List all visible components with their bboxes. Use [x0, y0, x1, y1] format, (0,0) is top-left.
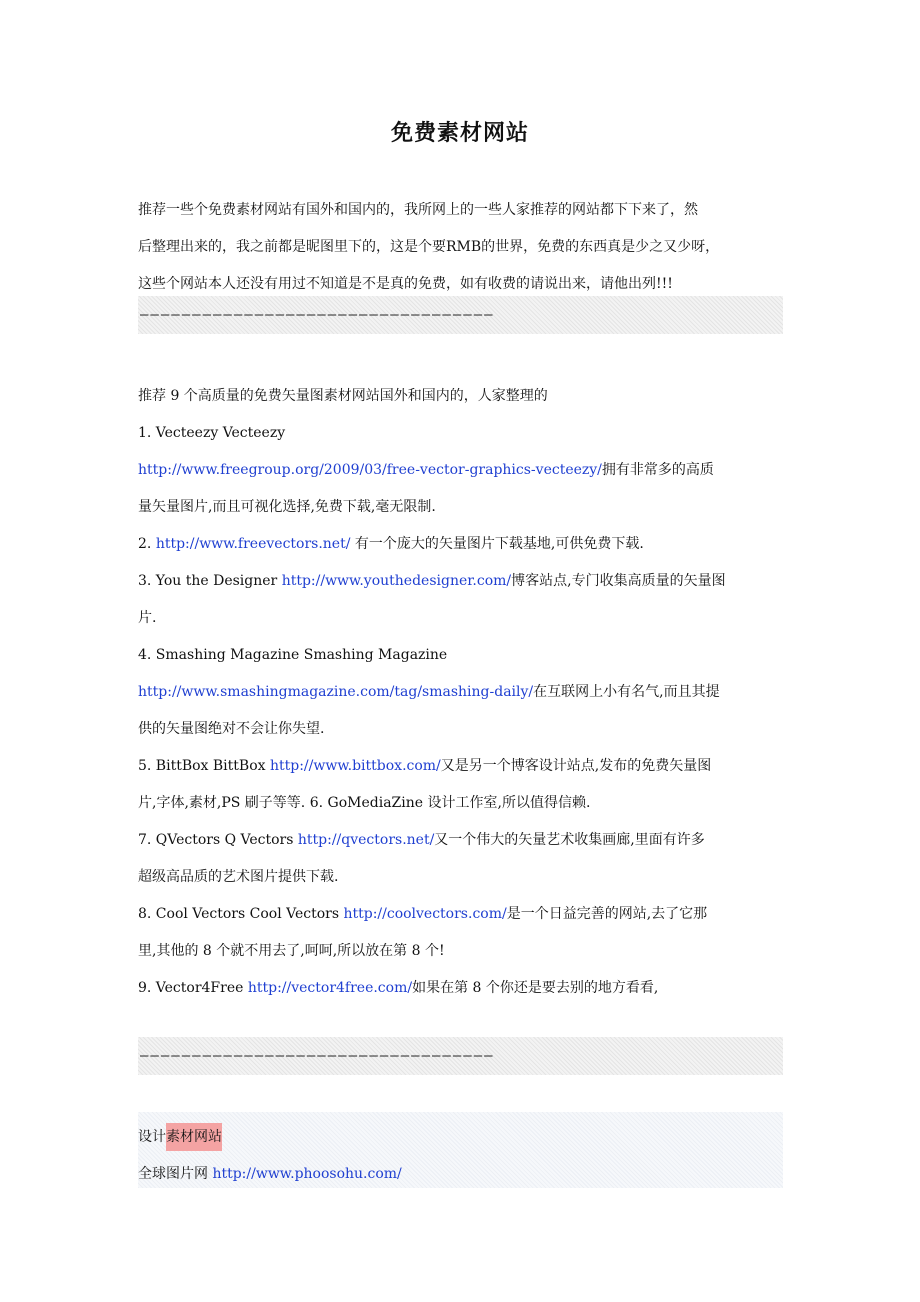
- bittbox-link[interactable]: http://www.bittbox.com/: [269, 758, 441, 774]
- vecteezy-link[interactable]: http://www.freegroup.org/2009/03/free-vector-graphics-vecteezy/: [138, 462, 602, 478]
- list-item-1-desc: 拥有非常多的高质: [601, 462, 714, 478]
- list-item-2-prefix: 2.: [138, 536, 156, 552]
- section-2-heading: [138, 1127, 222, 1147]
- list-item-2: [138, 534, 644, 554]
- list-item-7-line-1: [138, 830, 705, 850]
- phoosohu-link[interactable]: http://www.phoosohu.com/: [212, 1166, 402, 1182]
- page-title: 免费素材网站: [390, 121, 529, 146]
- list-item-5-prefix: 5. BittBox BittBox: [138, 758, 270, 774]
- divider-2: ——————————————————————————————————: [140, 1048, 495, 1064]
- coolvectors-link[interactable]: http://coolvectors.com/: [343, 906, 507, 922]
- list-item-9-desc: 如果在第 8 个你还是要去别的地方看看,: [412, 980, 659, 996]
- list-item-9: [138, 978, 658, 998]
- list-item-7-prefix: 7. QVectors Q Vectors: [138, 832, 298, 848]
- list-item-3-prefix: 3. You the Designer: [138, 573, 282, 589]
- list-item-1-title: 1. Vecteezy Vecteezy: [138, 425, 286, 441]
- section-2-line-1: [138, 1164, 402, 1184]
- divider-1: ——————————————————————————————————: [140, 307, 495, 323]
- intro-line-3: 这些个网站本人还没有用过不知道是不是真的免费，如有收费的请说出来，请他出列!!!: [138, 276, 673, 292]
- list-item-7-line-2: 超级高品质的艺术图片提供下载.: [138, 869, 339, 885]
- qvectors-link[interactable]: http://qvectors.net/: [297, 832, 435, 848]
- list-item-3-line-1: [138, 571, 726, 591]
- intro-paragraph: [138, 192, 788, 303]
- list-item-3-line-2: 片.: [138, 610, 157, 626]
- youthedesigner-link[interactable]: http://www.youthedesigner.com/: [281, 573, 512, 589]
- list-item-7-desc: 又一个伟大的矢量艺术收集画廊,里面有许多: [434, 832, 705, 848]
- intro-line-1: 推荐一些个免费素材网站有国外和国内的，我所网上的一些人家推荐的网站都下下来了，然: [138, 202, 698, 218]
- list-item-3-desc: 博客站点,专门收集高质量的矢量图: [511, 573, 726, 589]
- list-item-5-desc: 又是另一个博客设计站点,发布的免费矢量图: [440, 758, 712, 774]
- list-item-4-desc: 在互联网上小有名气,而且其提: [533, 684, 720, 700]
- list-item-8-prefix: 8. Cool Vectors Cool Vectors: [138, 906, 344, 922]
- smashingmagazine-link[interactable]: http://www.smashingmagazine.com/tag/smashing-daily/: [138, 684, 534, 700]
- intro-line-2: 后整理出来的，我之前都是昵图里下的，这是个要RMB的世界，免费的东西真是少之又少呀，: [138, 239, 720, 255]
- list-item-4-title: 4. Smashing Magazine Smashing Magazine: [138, 647, 448, 663]
- vector4free-link[interactable]: http://vector4free.com/: [247, 980, 413, 996]
- list-item-5-line-1: [138, 756, 711, 776]
- list-item-1-line-2: 量矢量图片,而且可视化选择,免费下载,毫无限制.: [138, 499, 436, 515]
- list-item-4-line-2: 供的矢量图绝对不会让你失望.: [138, 721, 325, 737]
- section-2-heading-highlight: 素材网站: [166, 1123, 222, 1151]
- section-2-heading-a: 设计: [138, 1129, 166, 1145]
- list-item-9-prefix: 9. Vector4Free: [138, 980, 248, 996]
- list-intro: 推荐 9 个高质量的免费矢量图素材网站国外和国内的，人家整理的: [138, 388, 548, 404]
- freevectors-link[interactable]: http://www.freevectors.net/: [155, 536, 351, 552]
- list-item-8-line-1: [138, 904, 707, 924]
- list-item-8-line-2: 里,其他的 8 个就不用去了,呵呵,所以放在第 8 个!: [138, 943, 445, 959]
- list-item-8-desc: 是一个日益完善的网站,去了它那: [506, 906, 708, 922]
- list-item-4-line-1: [138, 682, 720, 702]
- list-item-2-desc: 有一个庞大的矢量图片下载基地,可供免费下载.: [350, 536, 644, 552]
- section-2-line-1-prefix: 全球图片网: [138, 1166, 213, 1182]
- list-item-5-line-2: 片,字体,素材,PS 刷子等等. 6. GoMediaZine 设计工作室,所以值得信赖.: [138, 795, 591, 811]
- list-item-1-line-1: [138, 460, 714, 480]
